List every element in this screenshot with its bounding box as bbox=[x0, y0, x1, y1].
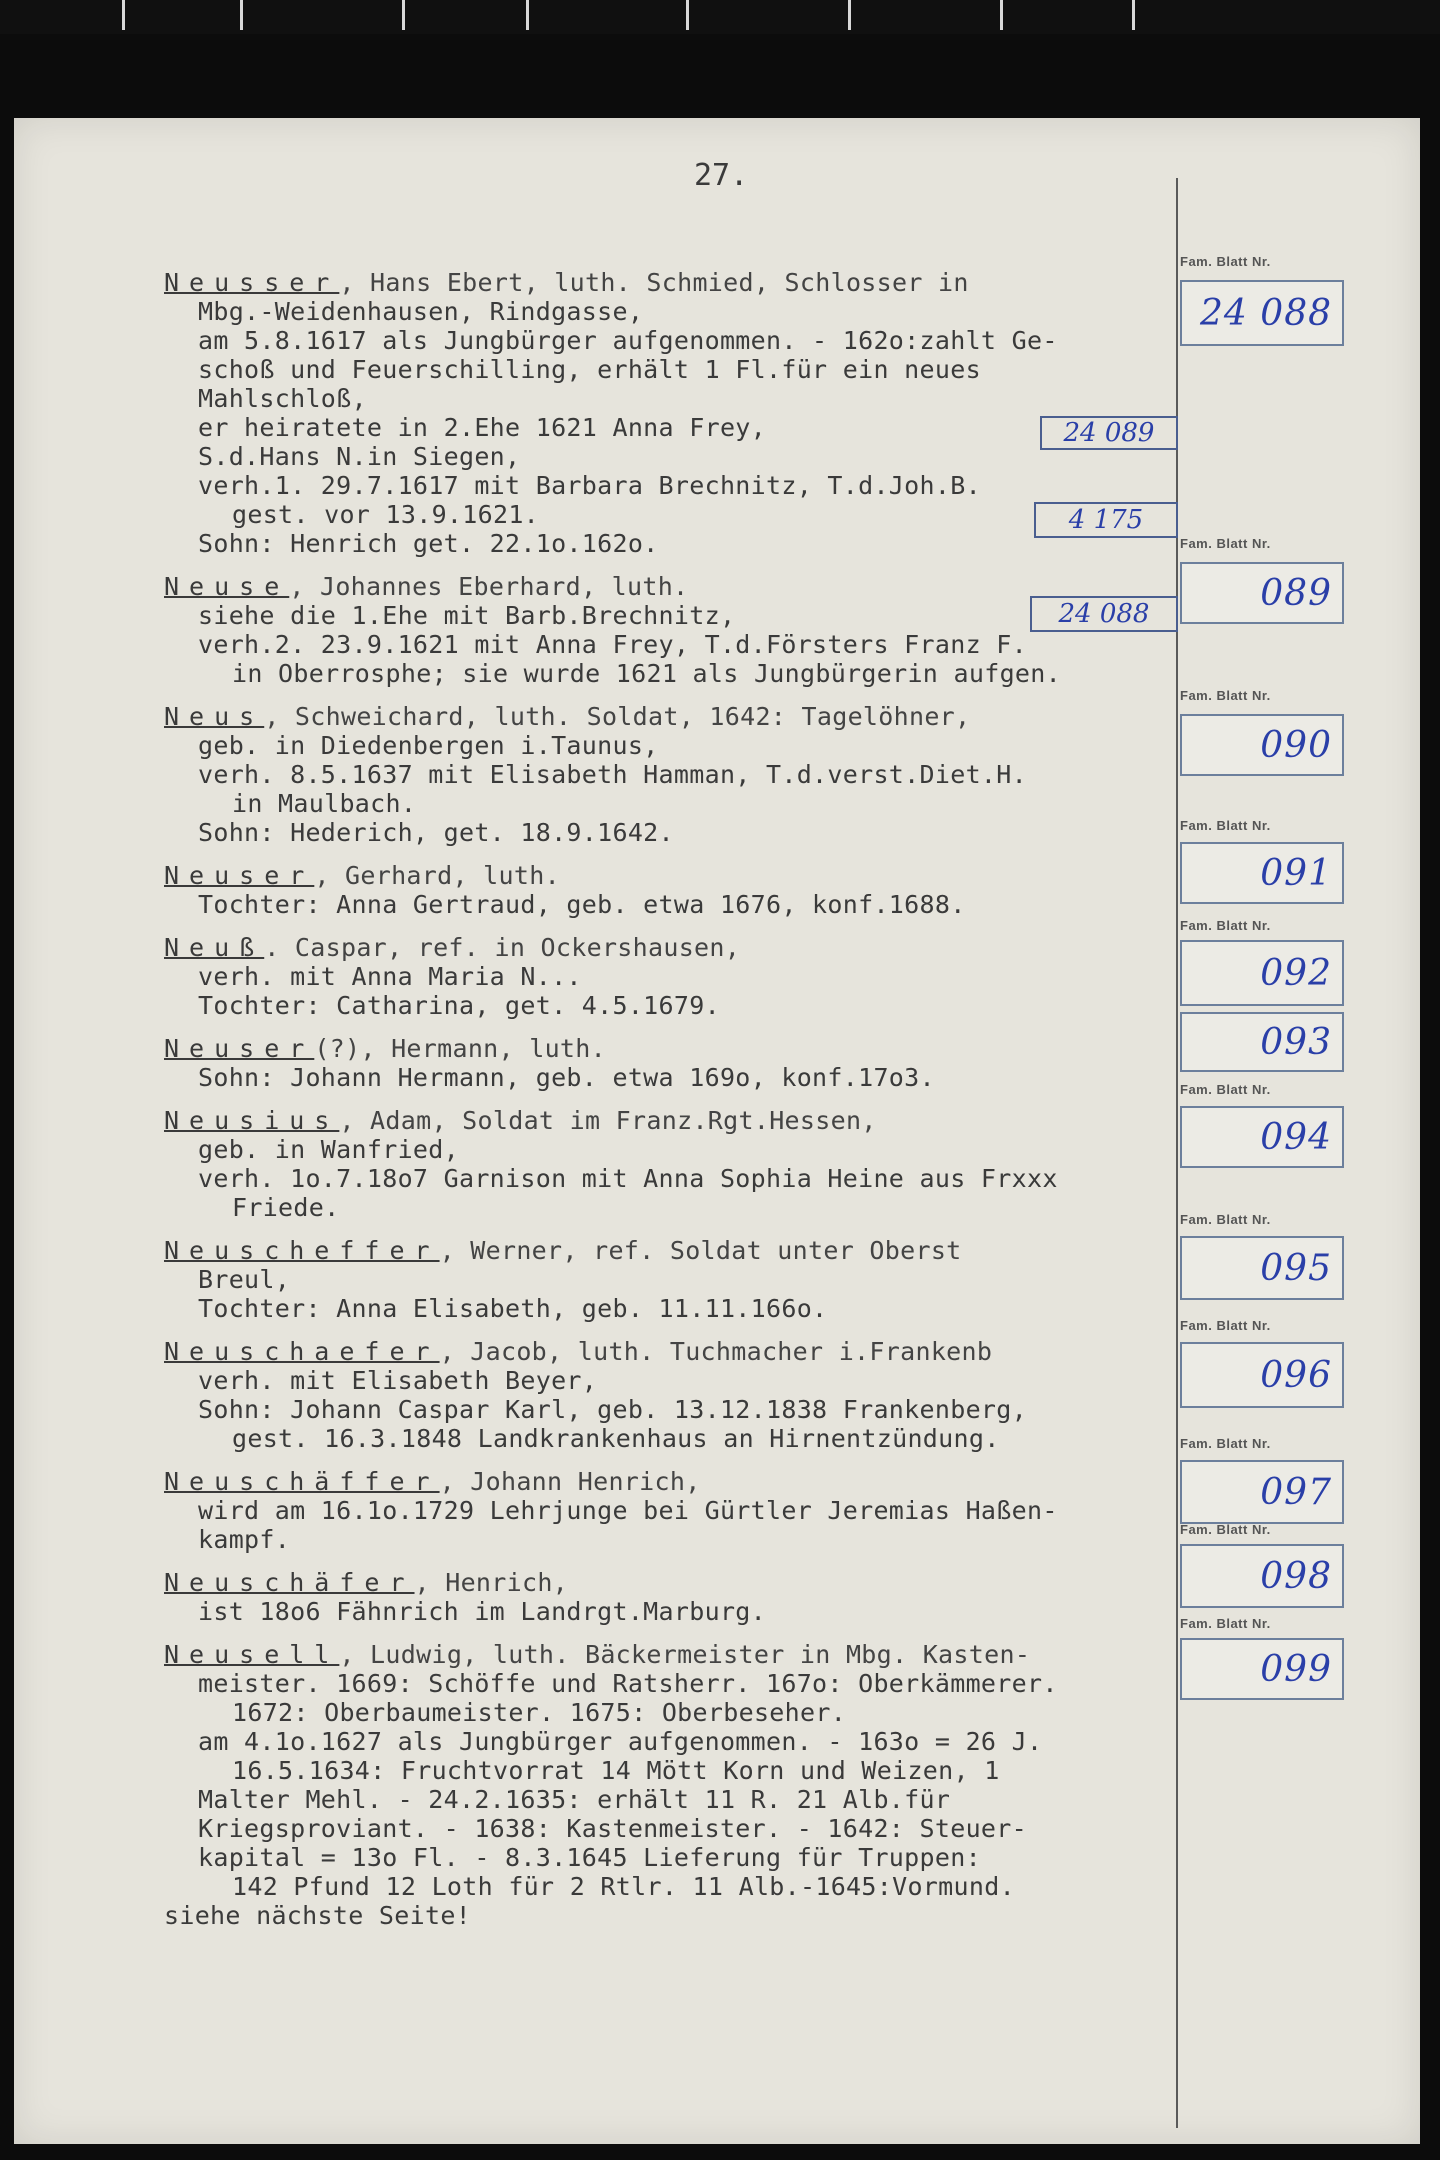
entry-line: 16.5.1634: Fruchtvorrat 14 Mött Korn und Weizen, 1 bbox=[232, 1756, 1000, 1785]
entry-line: Kriegsproviant. - 1638: Kastenmeister. - 1642: Steuer- bbox=[198, 1814, 1027, 1843]
entry-surname: Neusser bbox=[164, 268, 340, 297]
entry-surname: Neuse bbox=[164, 572, 290, 601]
entry-surname: Neusius bbox=[164, 1106, 340, 1135]
fam-blatt-box: 097 bbox=[1180, 1460, 1344, 1524]
entry-line: er heiratete in 2.Ehe 1621 Anna Frey, bbox=[198, 413, 766, 442]
entry bbox=[164, 861, 1164, 919]
entry bbox=[164, 1106, 1164, 1222]
entry-line: 142 Pfund 12 Loth für 2 Rtlr. 11 Alb.-1645:Vormund. bbox=[232, 1872, 1015, 1901]
entry-line: Sohn: Henrich get. 22.1o.162o. bbox=[198, 529, 659, 558]
entry-line: geb. in Wanfried, bbox=[198, 1135, 459, 1164]
entry-line: , Henrich, bbox=[414, 1568, 569, 1597]
entry-surname: Neus bbox=[164, 702, 265, 731]
entry-line: Malter Mehl. - 24.2.1635: erhält 11 R. 21 Alb.für bbox=[198, 1785, 951, 1814]
entry bbox=[164, 933, 1164, 1020]
entry-line: ist 18o6 Fähnrich im Landrgt.Marburg. bbox=[198, 1597, 766, 1626]
fam-blatt-box: 093 bbox=[1180, 1012, 1344, 1072]
entry-surname: Neuschaefer bbox=[164, 1337, 440, 1366]
fam-blatt-box: 24 088 bbox=[1180, 280, 1344, 346]
entry-line: Mahlschloß, bbox=[198, 384, 367, 413]
fam-blatt-box: 089 bbox=[1180, 562, 1344, 624]
entry-line: schoß und Feuerschilling, erhält 1 Fl.für ein neues bbox=[198, 355, 981, 384]
entry bbox=[164, 1568, 1164, 1626]
entry-line: , Schweichard, luth. Soldat, 1642: Tagelöhner, bbox=[264, 702, 971, 731]
fam-blatt-label: Fam. Blatt Nr. bbox=[1180, 1082, 1271, 1097]
entry-line: am 4.1o.1627 als Jungbürger aufgenommen. - 163o = 26 J. bbox=[198, 1727, 1043, 1756]
entry-line: Sohn: Hederich, get. 18.9.1642. bbox=[198, 818, 674, 847]
fam-blatt-label: Fam. Blatt Nr. bbox=[1180, 1436, 1271, 1451]
entry-line: 1672: Oberbaumeister. 1675: Oberbeseher. bbox=[232, 1698, 847, 1727]
entries-list bbox=[164, 268, 1164, 1944]
entry-line: , Gerhard, luth. bbox=[314, 861, 560, 890]
fam-blatt-box: 096 bbox=[1180, 1342, 1344, 1408]
entry-surname: Neuser bbox=[164, 861, 315, 890]
entry-line: verh. 8.5.1637 mit Elisabeth Hamman, T.d.verst.Diet.H. bbox=[198, 760, 1027, 789]
entry-line: Sohn: Johann Hermann, geb. etwa 169o, konf.17o3. bbox=[198, 1063, 935, 1092]
fam-blatt-box: 099 bbox=[1180, 1638, 1344, 1700]
entry bbox=[164, 1236, 1164, 1323]
fam-blatt-label: Fam. Blatt Nr. bbox=[1180, 918, 1271, 933]
entry-line: , Adam, Soldat im Franz.Rgt.Hessen, bbox=[339, 1106, 877, 1135]
fam-blatt-label: Fam. Blatt Nr. bbox=[1180, 1212, 1271, 1227]
fam-blatt-box: 098 bbox=[1180, 1544, 1344, 1608]
entry-line: , Johannes Eberhard, luth. bbox=[289, 572, 689, 601]
entry-line: meister. 1669: Schöffe und Ratsherr. 167o: Oberkämmerer. bbox=[198, 1669, 1058, 1698]
film-strip-top bbox=[0, 0, 1440, 34]
entry-line: verh. mit Anna Maria N... bbox=[198, 962, 582, 991]
fam-blatt-label: Fam. Blatt Nr. bbox=[1180, 688, 1271, 703]
entry-line: geb. in Diedenbergen i.Taunus, bbox=[198, 731, 659, 760]
entry-line: , Werner, ref. Soldat unter Oberst bbox=[439, 1236, 962, 1265]
fam-blatt-box: 094 bbox=[1180, 1106, 1344, 1168]
entry bbox=[164, 702, 1164, 847]
fam-blatt-label: Fam. Blatt Nr. bbox=[1180, 1522, 1271, 1537]
fam-blatt-label: Fam. Blatt Nr. bbox=[1180, 1318, 1271, 1333]
entry-line: Tochter: Anna Elisabeth, geb. 11.11.166o. bbox=[198, 1294, 828, 1323]
entry-line: Breul, bbox=[198, 1265, 291, 1294]
entry-surname: Neuschäffer bbox=[164, 1467, 440, 1496]
page-number: 27. bbox=[694, 158, 749, 193]
inline-fam-box: 24 088 bbox=[1030, 596, 1178, 632]
entry bbox=[164, 268, 1164, 558]
entry bbox=[164, 1640, 1164, 1930]
entry bbox=[164, 1467, 1164, 1554]
entry-line: (?), Hermann, luth. bbox=[314, 1034, 606, 1063]
entry-line: verh. 1o.7.18o7 Garnison mit Anna Sophia Heine aus Frxxx bbox=[198, 1164, 1058, 1193]
entry-line: Tochter: Anna Gertraud, geb. etwa 1676, konf.1688. bbox=[198, 890, 966, 919]
fam-blatt-label: Fam. Blatt Nr. bbox=[1180, 536, 1271, 551]
fam-blatt-box: 095 bbox=[1180, 1236, 1344, 1300]
entry-surname: Neusell bbox=[164, 1640, 340, 1669]
fam-blatt-box: 091 bbox=[1180, 842, 1344, 904]
entry-line: . Caspar, ref. in Ockershausen, bbox=[264, 933, 741, 962]
margin-rule bbox=[1176, 178, 1178, 2128]
fam-blatt-label: Fam. Blatt Nr. bbox=[1180, 818, 1271, 833]
fam-blatt-box: 092 bbox=[1180, 940, 1344, 1006]
entry-line: verh.1. 29.7.1617 mit Barbara Brechnitz, T.d.Joh.B. bbox=[198, 471, 981, 500]
entry-line: S.d.Hans N.in Siegen, bbox=[198, 442, 521, 471]
entry-surname: Neuschäfer bbox=[164, 1568, 415, 1597]
entry-line: , Hans Ebert, luth. Schmied, Schlosser in bbox=[339, 268, 969, 297]
inline-fam-box: 4 175 bbox=[1034, 502, 1178, 538]
entry-line: siehe nächste Seite! bbox=[164, 1901, 472, 1930]
entry-line: Tochter: Catharina, get. 4.5.1679. bbox=[198, 991, 720, 1020]
inline-fam-box: 24 089 bbox=[1040, 416, 1178, 450]
entry-line: gest. 16.3.1848 Landkrankenhaus an Hirnentzündung. bbox=[232, 1424, 1000, 1453]
fam-blatt-label: Fam. Blatt Nr. bbox=[1180, 1616, 1271, 1631]
entry-line: verh. mit Elisabeth Beyer, bbox=[198, 1366, 598, 1395]
entry-line: , Johann Henrich, bbox=[439, 1467, 701, 1496]
entry-line: verh.2. 23.9.1621 mit Anna Frey, T.d.Försters Franz F. bbox=[198, 630, 1027, 659]
entry-line: Sohn: Johann Caspar Karl, geb. 13.12.1838 Frankenberg, bbox=[198, 1395, 1027, 1424]
document-page bbox=[14, 118, 1420, 2144]
entry-surname: Neuscheffer bbox=[164, 1236, 440, 1265]
entry-line: in Oberrosphe; sie wurde 1621 als Jungbürgerin aufgen. bbox=[232, 659, 1061, 688]
entry-line: in Maulbach. bbox=[232, 789, 417, 818]
entry-surname: Neuß bbox=[164, 933, 265, 962]
entry-line: kapital = 13o Fl. - 8.3.1645 Lieferung für Truppen: bbox=[198, 1843, 981, 1872]
entry-line: siehe die 1.Ehe mit Barb.Brechnitz, bbox=[198, 601, 736, 630]
entry-line: Mbg.-Weidenhausen, Rindgasse, bbox=[198, 297, 644, 326]
entry-line: Friede. bbox=[232, 1193, 340, 1222]
entry-line: , Ludwig, luth. Bäckermeister in Mbg. Kasten- bbox=[339, 1640, 1031, 1669]
entry-line: kampf. bbox=[198, 1525, 291, 1554]
entry-surname: Neuser bbox=[164, 1034, 315, 1063]
fam-blatt-label: Fam. Blatt Nr. bbox=[1180, 254, 1271, 269]
entry-line: gest. vor 13.9.1621. bbox=[232, 500, 540, 529]
entry bbox=[164, 572, 1164, 688]
entry-line: am 5.8.1617 als Jungbürger aufgenommen. - 162o:zahlt Ge- bbox=[198, 326, 1058, 355]
entry-line: wird am 16.1o.1729 Lehrjunge bei Gürtler Jeremias Haßen- bbox=[198, 1496, 1058, 1525]
entry bbox=[164, 1034, 1164, 1092]
entry-line: , Jacob, luth. Tuchmacher i.Frankenb bbox=[439, 1337, 993, 1366]
fam-blatt-box: 090 bbox=[1180, 714, 1344, 776]
entry bbox=[164, 1337, 1164, 1453]
